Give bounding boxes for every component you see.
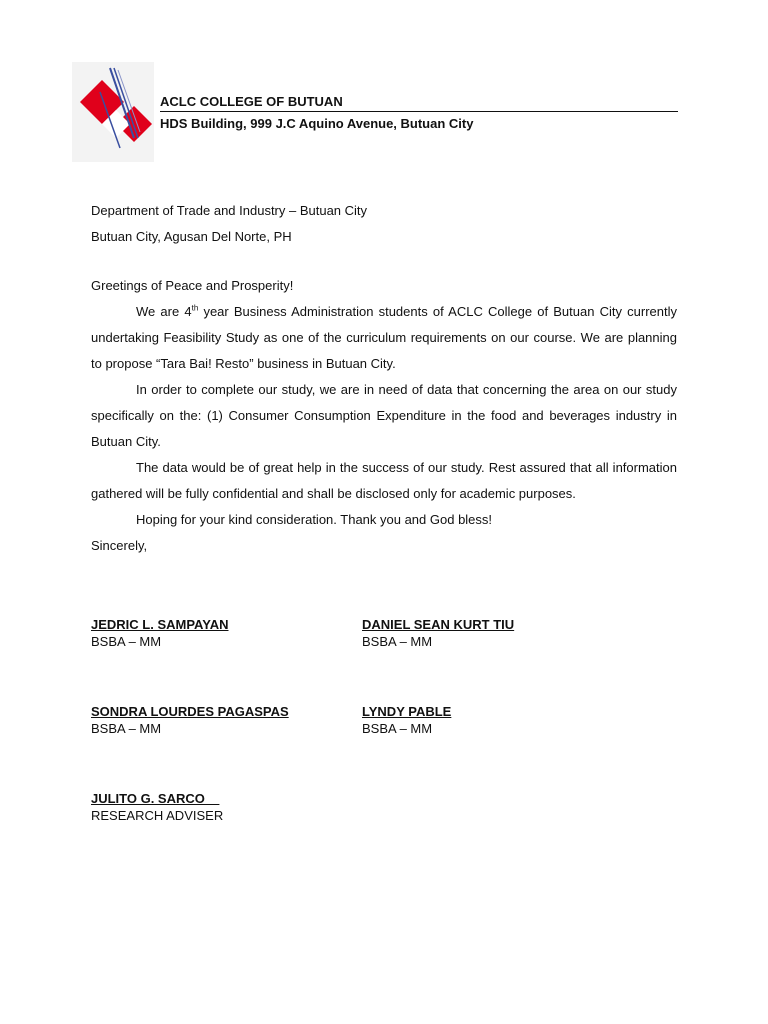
signatory-block bbox=[91, 703, 289, 737]
college-name: ACLC COLLEGE OF BUTUAN bbox=[160, 94, 678, 112]
signatory-role: BSBA – MM bbox=[91, 634, 162, 649]
signatory-block bbox=[91, 616, 229, 650]
adviser-block bbox=[91, 790, 223, 824]
paragraph-4: Hoping for your kind consideration. Thank you and God bless! bbox=[136, 512, 493, 527]
recipient-line-2: Butuan City, Agusan Del Norte, PH bbox=[91, 229, 292, 244]
signatory-block bbox=[362, 616, 514, 650]
letterhead bbox=[160, 94, 678, 132]
adviser-role: RESEARCH ADVISER bbox=[91, 808, 224, 823]
paragraph-1-rest: year Business Administration students of ACLC College of Butuan City currently undertaking Feasibility Study as one of the curriculum requirements on our course. We are planning to propose “Tara Bai! Resto” business in Butuan City. bbox=[91, 304, 677, 371]
ordinal-suffix: th bbox=[191, 303, 199, 313]
paragraph-1 bbox=[91, 299, 677, 377]
college-address: HDS Building, 999 J.C Aquino Avenue, Butuan City bbox=[160, 116, 474, 131]
signatory-name: JEDRIC L. SAMPAYAN bbox=[91, 617, 229, 632]
signatory-role: BSBA – MM bbox=[362, 721, 433, 736]
letter-body bbox=[91, 273, 677, 559]
recipient-line-1: Department of Trade and Industry – Butuan City bbox=[91, 203, 368, 218]
aclc-logo-icon bbox=[72, 62, 154, 162]
greeting: Greetings of Peace and Prosperity! bbox=[91, 278, 294, 293]
recipient-block bbox=[91, 198, 367, 250]
signatory-role: BSBA – MM bbox=[362, 634, 433, 649]
paragraph-3: The data would be of great help in the success of our study. Rest assured that all information gathered will be fully confidential and shall be disclosed only for academic purposes. bbox=[91, 460, 677, 501]
paragraph-1-start: We are 4 bbox=[136, 304, 192, 319]
signatory-block bbox=[362, 703, 451, 737]
closing: Sincerely, bbox=[91, 538, 148, 553]
college-logo bbox=[72, 62, 154, 162]
paragraph-2: In order to complete our study, we are in need of data that concerning the area on our study specifically on the: (1) Consumer Consumption Expenditure in the food and beverages industry in Butuan City. bbox=[91, 382, 677, 449]
signatory-name: SONDRA LOURDES PAGASPAS bbox=[91, 704, 289, 719]
signatory-role: BSBA – MM bbox=[91, 721, 162, 736]
signatory-name: LYNDY PABLE bbox=[362, 704, 452, 719]
adviser-name: JULITO G. SARCO__ bbox=[91, 791, 220, 806]
signatory-name: DANIEL SEAN KURT TIU bbox=[362, 617, 515, 632]
